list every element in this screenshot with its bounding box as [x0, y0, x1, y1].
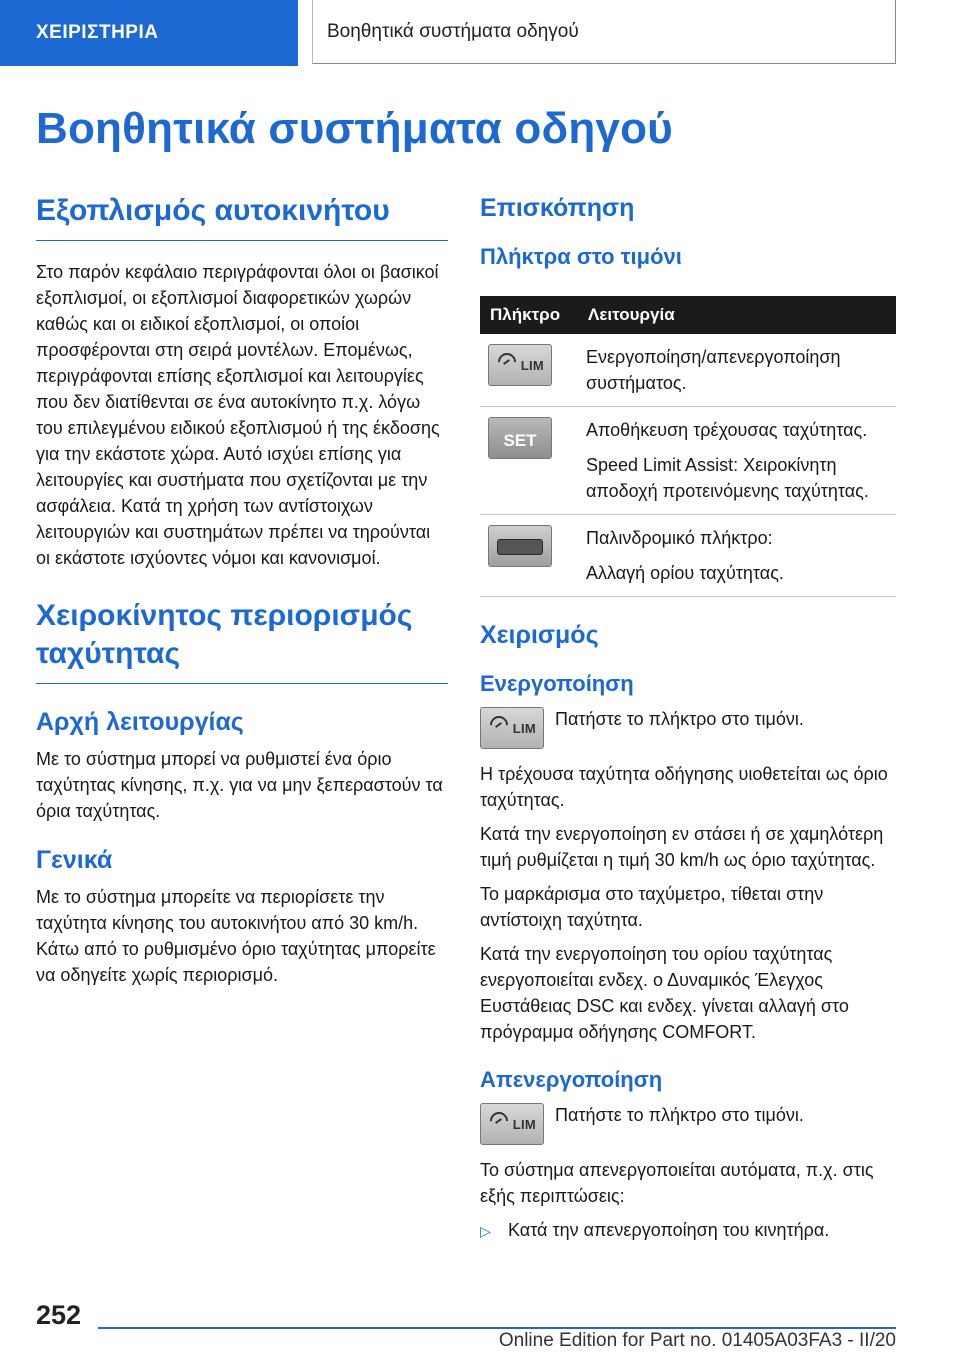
page-title: Βοηθητικά συστήματα οδηγού [36, 104, 673, 153]
operation-heading: Χειρισμός [480, 621, 599, 649]
table-cell: Αλλαγή ορίου ταχύτητας. [586, 563, 784, 583]
list-item-text: Κατά την απενεργοποίηση του κινητήρα. [508, 1220, 830, 1240]
activation-heading: Ενεργοποίηση [480, 671, 634, 696]
lim-button-icon: LIM [488, 344, 552, 386]
general-text: Με το σύστημα μπορείτε να περιορίσετε την ταχύτητα κίνησης του αυτοκινήτου από 30 km/h. Κάτω από το ρυθμισμένο όριο ταχύτητας μπορείτε να οδηγείτε χωρίς περιορισμό. [36, 887, 436, 985]
left-column [36, 192, 448, 988]
principle-text: Με το σύστημα μπορεί να ρυθμιστεί ένα όριο ταχύτητας κίνησης, π.χ. για να μην ξεπεραστούν τα όρια ταχύτητας. [36, 749, 443, 821]
deactivation-step [480, 1103, 896, 1145]
section-tab[interactable]: ΧΕΙΡΙΣΤΗΡΙΑ [0, 0, 298, 66]
table-cell: Ενεργοποίηση/απενεργοποίηση συστήματος. [586, 347, 841, 393]
table-cell: Αποθήκευση τρέχουσας ταχύτητας. [586, 420, 868, 440]
table-cell: Παλινδρομικό πλήκτρο: [586, 528, 773, 548]
activation-step [480, 707, 896, 749]
activation-paragraph: Η τρέχουσα ταχύτητα οδήγησης υιοθετείται ως όριο ταχύτητας. [480, 764, 888, 810]
list-item [480, 1217, 896, 1244]
activation-action: Πατήστε το πλήκτρο στο τιμόνι. [555, 709, 804, 729]
table-row [480, 334, 896, 407]
general-heading: Γενικά [36, 846, 113, 874]
footer-edition[interactable]: Online Edition for Part no. 01405A03FA3 - II/20 [498, 1330, 896, 1351]
lim-button-icon: LIM [480, 707, 544, 749]
activation-paragraph: Κατά την ενεργοποίηση εν στάσει ή σε χαμηλότερη τιμή ρυθμίζεται η τιμή 30 km/h ως όριο ταχύτητας. [480, 824, 884, 870]
deactivation-text: Το σύστημα απενεργοποιείται αυτόματα, π.χ. στις εξής περιπτώσεις: [480, 1160, 874, 1206]
table-row [480, 515, 896, 597]
rocker-switch-icon [488, 525, 552, 567]
triangle-bullet-icon: ▷ [480, 1223, 491, 1239]
activation-paragraph: Το μαρκάρισμα στο ταχύμετρο, τίθεται στην αντίστοιχη ταχύτητα. [480, 884, 824, 930]
table-cell: Speed Limit Assist: Χειροκίνητη αποδοχή προτεινόμενης ταχύτητας. [586, 455, 869, 501]
limiter-heading: Χειροκίνητος περιορισμός ταχύτητας [36, 597, 448, 684]
chapter-title: Βοηθητικά συστήματα οδηγού [312, 0, 896, 64]
page-number: 252 [36, 1300, 82, 1330]
set-button-icon: SET [488, 417, 552, 459]
table-header-key: Πλήκτρο [480, 296, 578, 334]
footer-divider [98, 1327, 896, 1329]
steering-heading: Πλήκτρα στο τιμόνι [480, 244, 682, 269]
activation-paragraph: Κατά την ενεργοποίηση του ορίου ταχύτητας ενεργοποιείται ενδεχ. ο Δυναμικός Έλεγχος Ευστάθειας DSC και ενδεχ. γίνεται αλλαγή στο πρόγραμμα οδήγησης COMFORT. [480, 944, 849, 1042]
buttons-table [480, 296, 896, 597]
principle-heading: Αρχή λειτουργίας [36, 708, 244, 736]
lim-button-icon: LIM [480, 1103, 544, 1145]
table-row [480, 407, 896, 515]
deactivation-action: Πατήστε το πλήκτρο στο τιμόνι. [555, 1105, 804, 1125]
equipment-heading: Εξοπλισμός αυτοκινήτου [36, 192, 448, 241]
right-column [480, 192, 896, 1244]
overview-heading: Επισκόπηση [480, 194, 635, 222]
deactivation-heading: Απενεργοποίηση [480, 1067, 663, 1092]
table-header-function: Λειτουργία [578, 296, 896, 334]
equipment-text: Στο παρόν κεφάλαιο περιγράφονται όλοι οι βασικοί εξοπλισμοί, οι εξοπλισμοί διαφορετικών χωρών καθώς και οι ειδικοί εξοπλισμοί, οι οποίοι προσφέρονται στη σειρά μοντέλων. Επομένως, περιγράφονται επίσης εξοπλισμοί και λειτουργίες που δεν διατίθενται σε ένα αυτοκίνητο π.χ. λόγω του επιλεγμένου ειδικού εξοπλισμού ή της έκδοσης για την εκάστοτε χώρα. Αυτό ισχύει επίσης για λειτουργίες και συστήματα που σχετίζονται με την ασφάλεια. Κατά τη χρήση των αντίστοιχων λειτουργιών και συστημάτων πρέπει να τηρούνται οι εκάστοτε ισχύοντες νόμοι και κανονισμοί. [36, 262, 440, 568]
